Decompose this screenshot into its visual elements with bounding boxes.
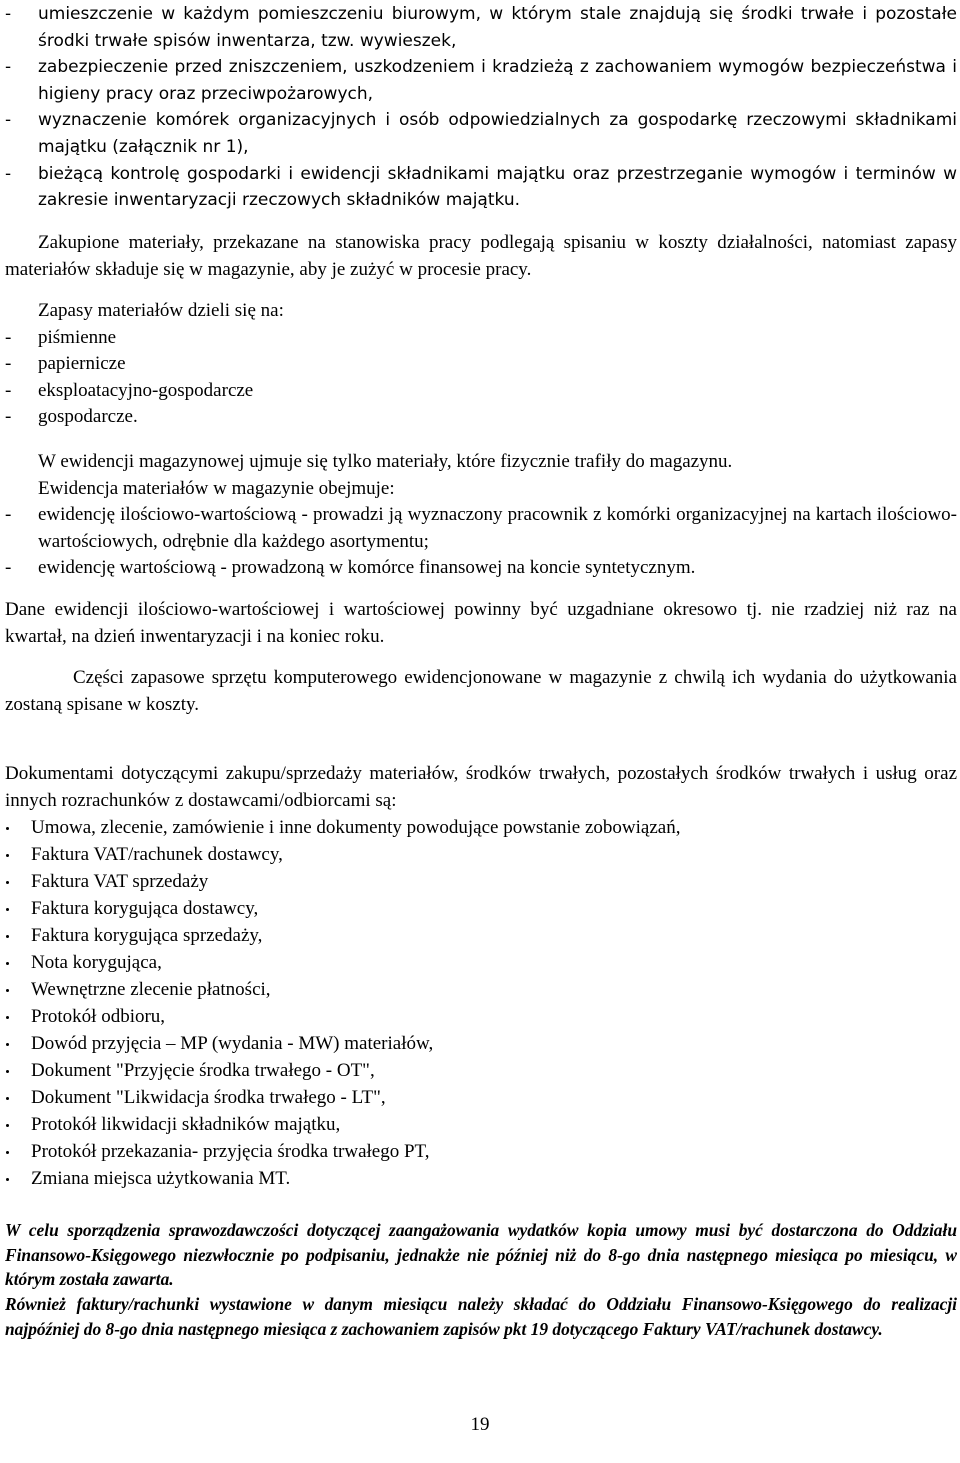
bullet-icon <box>6 1124 9 1127</box>
bullet-icon <box>6 962 9 965</box>
list-item: Wewnętrzne zlecenie płatności, <box>5 977 957 1004</box>
list-item: Faktura VAT/rachunek dostawcy, <box>5 842 957 869</box>
list-item: Protokół odbioru, <box>5 1004 957 1031</box>
list-item: - ewidencję ilościowo-wartościową - prowadzi ją wyznaczony pracownik z komórki organizacyjnej na kartach ilościowo-wartościowych, odrębnie dla każdego asortymentu; <box>5 504 957 552</box>
list-item: - zabezpieczenie przed zniszczeniem, uszkodzeniem i kradzieżą z zachowaniem wymogów bezpieczeństwa i higieny pracy oraz przeciwpożarowych, <box>5 54 957 107</box>
inventory-duties-list <box>5 1 957 214</box>
list-item: Protokół przekazania- przyjęcia środka trwałego PT, <box>5 1139 957 1166</box>
dash-marker: - <box>5 326 12 348</box>
note-contract-copy: W celu sporządzenia sprawozdawczości dotyczącej zaangażowania wydatków kopia umowy musi być dostarczona do Oddziału Finansowo-Księgowego niezwłocznie po podpisaniu, jednakże nie później niż do 8-go dnia następnego miesiąca po miesiącu, w którym została zawarta. <box>5 1220 957 1290</box>
list-item: - gospodarcze. <box>5 404 957 431</box>
dash-marker: - <box>5 163 12 184</box>
paragraph-materials-purchase: Zakupione materiały, przekazane na stanowiska pracy podlegają spisaniu w koszty działalności, natomiast zapasy materiałów składuje się w magazynie, aby je zużyć w procesie pracy. <box>5 232 957 280</box>
bullet-icon <box>6 935 9 938</box>
list-item: Faktura korygująca sprzedaży, <box>5 923 957 950</box>
list-item: - papiernicze <box>5 351 957 378</box>
list-item: - wyznaczenie komórek organizacyjnych i osób odpowiedzialnych za gospodarkę rzeczowymi składnikami majątku (załącznik nr 1), <box>5 107 957 160</box>
list-item: Zmiana miejsca użytkowania MT. <box>5 1166 957 1193</box>
list-item: Umowa, zlecenie, zamówienie i inne dokumenty powodujące powstanie zobowiązań, <box>5 815 957 842</box>
dash-marker: - <box>5 353 12 375</box>
dash-marker: - <box>5 504 12 526</box>
bullet-icon <box>6 1070 9 1073</box>
list-item: Dowód przyjęcia – MP (wydania - MW) materiałów, <box>5 1031 957 1058</box>
bullet-icon <box>6 1178 9 1181</box>
bullet-icon <box>6 1043 9 1046</box>
dash-marker: - <box>5 406 12 428</box>
list-item: - bieżącą kontrolę gospodarki i ewidencji składnikami majątku oraz przestrzeganie wymogów i terminów w zakresie inwentaryzacji rzeczowych składników majątku. <box>5 161 957 214</box>
bullet-icon <box>6 881 9 884</box>
dash-marker: - <box>5 57 12 78</box>
dash-marker: - <box>5 110 12 131</box>
page-number: 19 <box>470 1414 490 1435</box>
warehouse-records-line: W ewidencji magazynowej ujmuje się tylko materiały, które fizycznie trafiły do magazynu. <box>38 451 733 472</box>
paragraph-spare-parts: Części zapasowe sprzętu komputerowego ewidencjonowane w magazynie z chwilą ich wydania do użytkowania zostaną spisane w koszty. <box>5 667 957 715</box>
list-item: - piśmienne <box>5 325 957 352</box>
list-item: - eksploatacyjno-gospodarcze <box>5 378 957 405</box>
material-stock-section <box>5 298 957 431</box>
dash-marker: - <box>5 557 12 579</box>
warehouse-records-section <box>5 449 957 582</box>
list-item: Nota korygująca, <box>5 950 957 977</box>
bullet-icon <box>6 1151 9 1154</box>
bullet-icon <box>6 908 9 911</box>
paragraph-records-reconciliation: Dane ewidencji ilościowo-wartościowej i wartościowej powinny być uzgadniane okresowo tj. nie rzadziej niż raz na kwartał, na dzień inwentaryzacji i na koniec roku. <box>5 599 957 647</box>
bullet-icon <box>6 854 9 857</box>
paragraph-documents-intro: Dokumentami dotyczącymi zakupu/sprzedaży materiałów, środków trwałych, pozostałych środków trwałych i usług oraz innych rozrachunków z dostawcami/odbiorcami są: <box>5 763 957 811</box>
bullet-icon <box>6 989 9 992</box>
dash-marker: - <box>5 4 12 24</box>
bullet-icon <box>6 1097 9 1100</box>
documents-list <box>5 815 957 1193</box>
note-invoices: Również faktury/rachunki wystawione w danym miesiącu należy składać do Oddziału Finansowo-Księgowego do realizacji najpóźniej do 8-go dnia następnego miesiąca z zachowaniem zapisów pkt 19 dotyczącego Faktury VAT/rachunek dostawcy. <box>5 1294 957 1339</box>
list-item: Dokument "Przyjęcie środka trwałego - OT", <box>5 1058 957 1085</box>
list-item: Faktura VAT sprzedaży <box>5 869 957 896</box>
list-item: Faktura korygująca dostawcy, <box>5 896 957 923</box>
list-item: Dokument "Likwidacja środka trwałego - LT", <box>5 1085 957 1112</box>
bullet-icon <box>6 1016 9 1019</box>
list-item: Protokół likwidacji składników majątku, <box>5 1112 957 1139</box>
warehouse-records-line: Ewidencja materiałów w magazynie obejmuje: <box>38 477 395 499</box>
list-item: - ewidencję wartościową - prowadzoną w komórce finansowej na koncie syntetycznym. <box>5 555 957 582</box>
dash-marker: - <box>5 379 12 401</box>
list-item: - umieszczenie w każdym pomieszczeniu biurowym, w którym stale znajdują się środki trwałe i pozostałe środki trwałe spisów inwentarza, tzw. wywieszek, <box>5 1 957 54</box>
stock-intro: Zapasy materiałów dzieli się na: <box>38 300 284 321</box>
bullet-icon <box>6 827 9 830</box>
